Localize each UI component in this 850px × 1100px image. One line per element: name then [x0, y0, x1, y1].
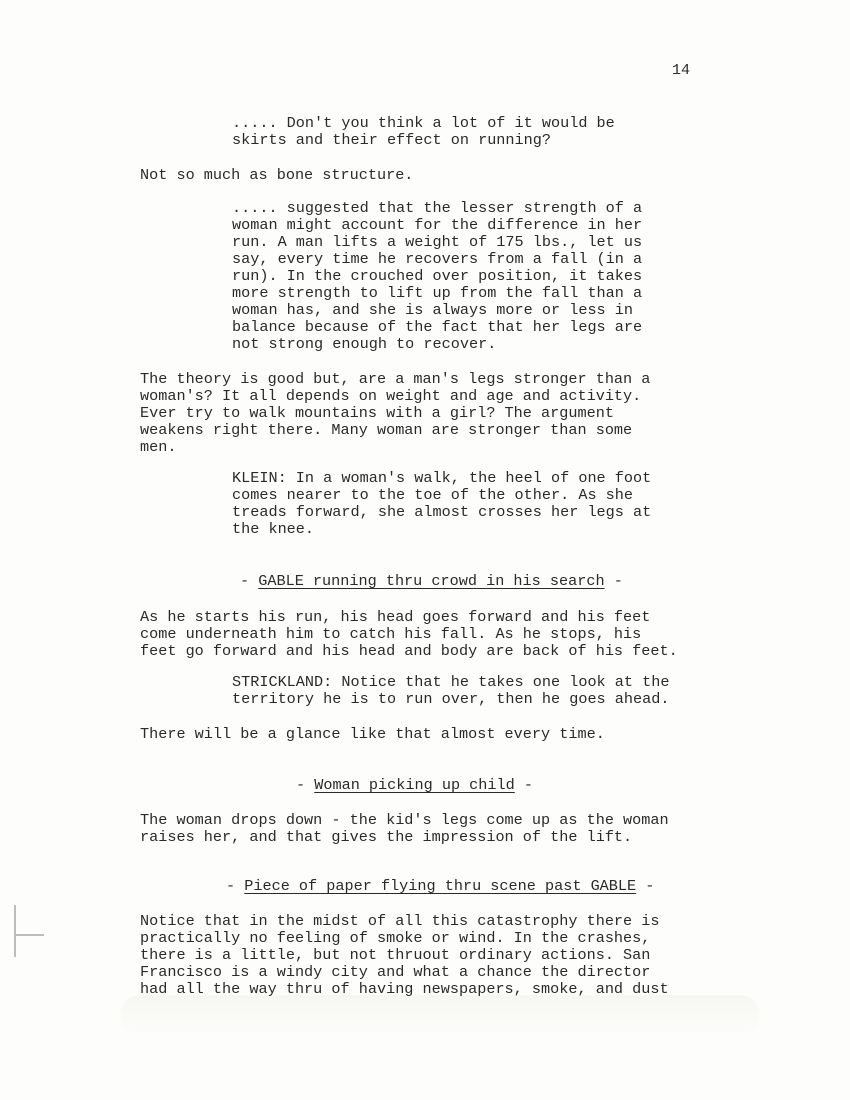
- heading-dash: -: [514, 776, 533, 794]
- heading-woman-child: [296, 777, 533, 794]
- heading-dash: -: [604, 572, 623, 590]
- heading-dash: -: [240, 572, 259, 590]
- margin-mark-vertical: [14, 905, 16, 957]
- catastrophy-paragraph: Notice that in the midst of all this catastrophy there is practically no feeling of smoke or wind. In the crashes, there is a little, but not thruout ordinary actions. San Francisco is a windy city and what a chance the director had all the way thru of having newspapers, smoke, and dust: [140, 912, 669, 998]
- klein-paragraph: KLEIN: In a woman's walk, the heel of one foot comes nearer to the toe of the other. As she treads forward, she almost crosses her legs at the knee.: [232, 469, 652, 538]
- theory-paragraph: The theory is good but, are a man's legs stronger than a woman's? It all depends on weight and age and activity. Ever try to walk mountains with a girl? The argument weakens right there. Many woman are stronger than some men.: [140, 370, 651, 456]
- heading-dash: -: [226, 877, 245, 895]
- heading-text: Woman picking up child: [314, 776, 515, 794]
- glance-paragraph: There will be a glance like that almost every time.: [140, 725, 605, 743]
- heading-paper-flying: [226, 878, 654, 895]
- run-paragraph: As he starts his run, his head goes forward and his feet come underneath him to catch his fall. As he stops, his feet go forward and his head and body are back of his feet.: [140, 608, 678, 660]
- paper-shadow: [120, 995, 760, 1035]
- strength-paragraph: ..... suggested that the lesser strength of a woman might account for the difference in her run. A man lifts a weight of 175 lbs., let us say, every time he recovers from a fall (in a run). In the crouched over position, it takes more strength to lift up from the fall than a woman has, and she is always more or less in balance because of the fact that her legs are not strong enough to recover.: [232, 199, 643, 353]
- margin-mark-horizontal: [16, 934, 44, 936]
- page-number: 14: [672, 62, 691, 79]
- heading-dash: -: [636, 877, 655, 895]
- heading-dash: -: [296, 776, 315, 794]
- strickland-paragraph: STRICKLAND: Notice that he takes one look at the territory he is to run over, then he goes ahead.: [232, 673, 670, 708]
- heading-text: Piece of paper flying thru scene past GABLE: [244, 877, 637, 895]
- woman-paragraph: The woman drops down - the kid's legs come up as the woman raises her, and that gives the impression of the lift.: [140, 811, 669, 846]
- heading-gable-running: [240, 573, 623, 590]
- heading-text: GABLE running thru crowd in his search: [258, 572, 605, 590]
- question-paragraph: ..... Don't you think a lot of it would be skirts and their effect on running?: [232, 114, 615, 149]
- answer-paragraph: Not so much as bone structure.: [140, 166, 414, 184]
